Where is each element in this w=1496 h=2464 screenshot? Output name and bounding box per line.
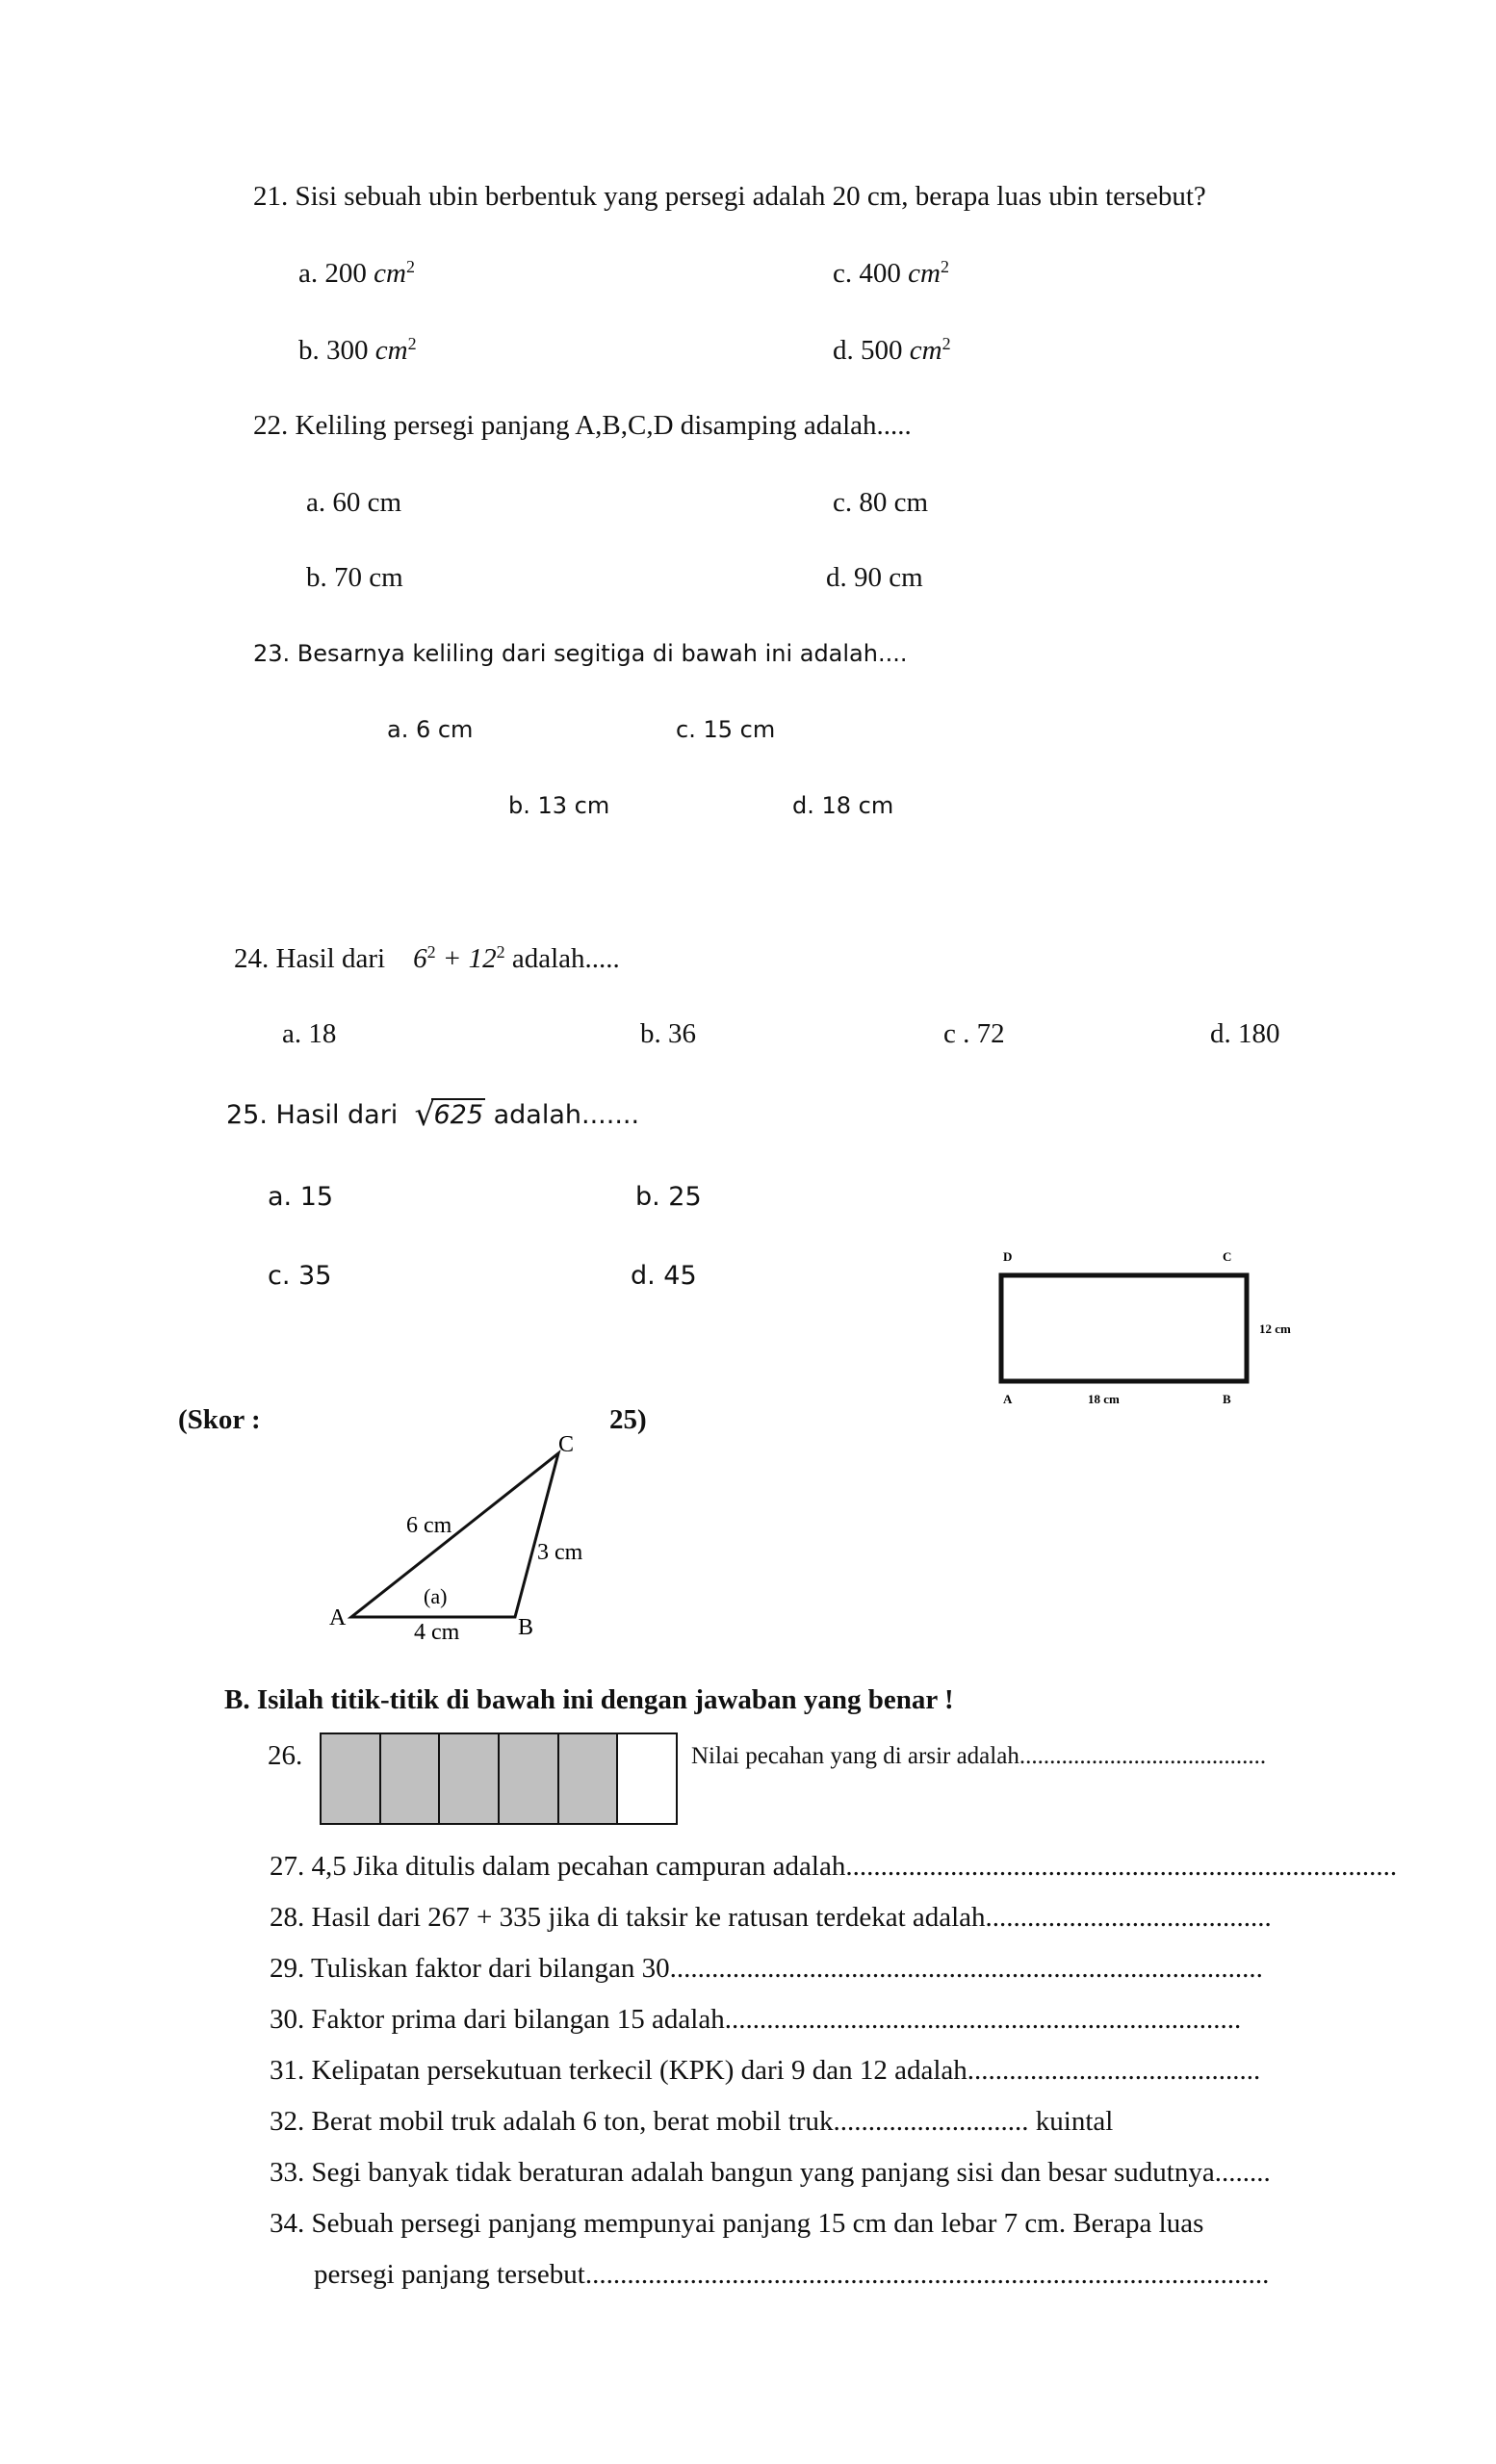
q23-option-a: a. 6 cm <box>387 716 474 743</box>
q25-option-a: a. 15 <box>268 1182 334 1212</box>
q26-number: 26. <box>268 1740 303 1771</box>
q26-text: Nilai pecahan yang di arsir adalah......................................... <box>691 1743 1267 1769</box>
q22-option-c: c. 80 cm <box>833 487 929 518</box>
q23-option-b: b. 13 cm <box>508 792 610 819</box>
label-a: A <box>1003 1392 1013 1406</box>
label-d: D <box>1003 1249 1013 1264</box>
q33: 33. Segi banyak tidak beraturan adalah bangun yang panjang sisi dan besar sudutnya........ <box>270 2157 1271 2188</box>
q30: 30. Faktor prima dari bilangan 15 adalah.......................................................................... <box>270 2004 1242 2035</box>
fraction-cell-shaded <box>440 1734 500 1823</box>
triangle-shape <box>351 1453 558 1617</box>
sqrt-symbol: √ 625 <box>414 1095 484 1134</box>
q22-question: 22. Keliling persegi panjang A,B,C,D disamping adalah..... <box>253 410 912 441</box>
fraction-cell-shaded <box>559 1734 619 1823</box>
fraction-bar <box>320 1732 678 1825</box>
q22-option-a: a. 60 cm <box>306 487 402 518</box>
q25-option-d: d. 45 <box>631 1261 697 1291</box>
fraction-cell-shaded <box>381 1734 441 1823</box>
q21-option-d: d. 500 $cm^2$ <box>833 334 951 366</box>
q21-option-a: a. 200 $cm^2$ <box>298 257 415 289</box>
q23-option-c: c. 15 cm <box>676 716 776 743</box>
triangle-figure <box>318 1434 626 1646</box>
q22-option-d: d. 90 cm <box>826 562 923 593</box>
rectangle-figure <box>987 1246 1333 1410</box>
label-a: A <box>329 1605 347 1630</box>
q24-option-c: c . 72 <box>943 1018 1005 1049</box>
q24-option-d: d. 180 <box>1210 1018 1280 1049</box>
q24-question: 24. Hasil dari $6^2 + 12^2$ adalah..... <box>234 942 620 974</box>
skor-value: 25) <box>609 1404 647 1435</box>
q25-option-c: c. 35 <box>268 1261 332 1291</box>
rectangle-shape <box>1001 1275 1247 1381</box>
label-3cm: 3 cm <box>537 1540 583 1565</box>
label-18cm: 18 cm <box>1088 1392 1120 1406</box>
fraction-cell-empty <box>618 1734 676 1823</box>
q23-question: 23. Besarnya keliling dari segitiga di bawah ini adalah.... <box>253 640 908 667</box>
q23-option-d: d. 18 cm <box>792 792 894 819</box>
label-12cm: 12 cm <box>1259 1322 1291 1336</box>
label-a-tag: (a) <box>424 1584 448 1608</box>
q29: 29. Tuliskan faktor dari bilangan 30..................................................................................... <box>270 1953 1263 1984</box>
label-c: C <box>558 1434 575 1457</box>
q21-question: 21. Sisi sebuah ubin berbentuk yang persegi adalah 20 cm, berapa luas ubin tersebut? <box>253 181 1206 212</box>
fraction-cell-shaded <box>500 1734 559 1823</box>
q28: 28. Hasil dari 267 + 335 jika di taksir ke ratusan terdekat adalah......................................... <box>270 1902 1272 1933</box>
fraction-cell-shaded <box>322 1734 381 1823</box>
label-b: B <box>1223 1392 1231 1406</box>
q24-option-a: a. 18 <box>282 1018 337 1049</box>
q25-option-b: b. 25 <box>635 1182 702 1212</box>
label-c: C <box>1223 1249 1232 1264</box>
skor-label: (Skor : <box>178 1404 261 1435</box>
label-6cm: 6 cm <box>406 1513 452 1538</box>
q32: 32. Berat mobil truk adalah 6 ton, berat mobil truk............................ kuintal <box>270 2106 1114 2137</box>
q24-option-b: b. 36 <box>640 1018 696 1049</box>
q34: 34. Sebuah persegi panjang mempunyai panjang 15 cm dan lebar 7 cm. Berapa luas <box>270 2208 1204 2239</box>
q27: 27. 4,5 Jika ditulis dalam pecahan campuran adalah............................................................................... <box>270 1851 1398 1882</box>
label-b: B <box>518 1615 534 1640</box>
section-b-title: B. Isilah titik-titik di bawah ini dengan jawaban yang benar ! <box>224 1684 954 1715</box>
q21-option-c: c. 400 $cm^2$ <box>833 257 949 289</box>
q34-continuation: persegi panjang tersebut.................................................................................................. <box>314 2259 1270 2290</box>
q21-option-b: b. 300 $cm^2$ <box>298 334 417 366</box>
q31: 31. Kelipatan persekutuan terkecil (KPK) dari 9 dan 12 adalah.......................................... <box>270 2055 1261 2086</box>
q25-question: 25. Hasil dari √ 625 adalah....... <box>226 1095 640 1134</box>
label-4cm: 4 cm <box>414 1620 460 1645</box>
q22-option-b: b. 70 cm <box>306 562 403 593</box>
